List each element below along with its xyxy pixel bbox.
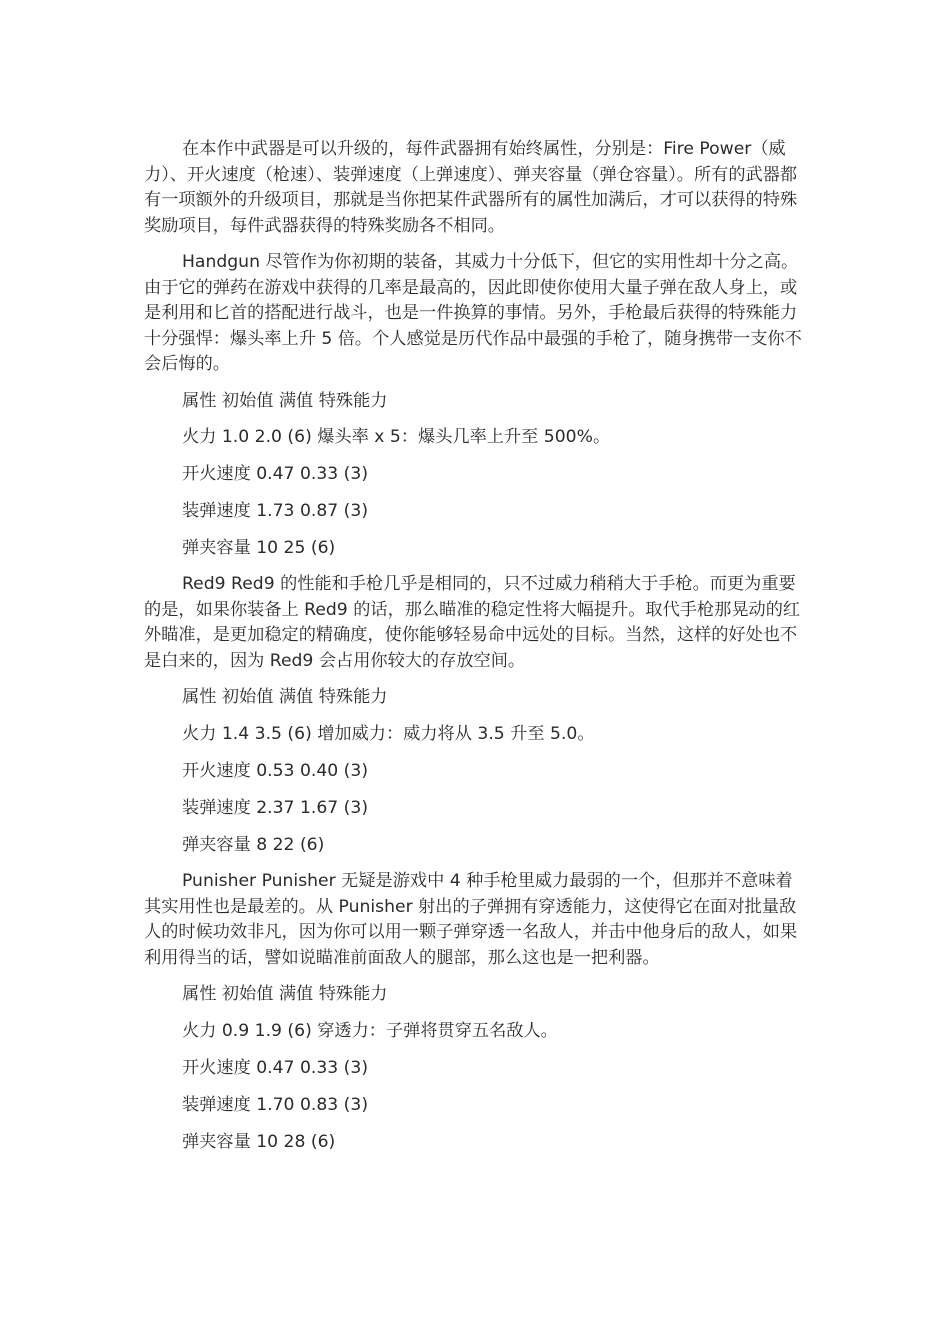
punisher-stat-capacity: 弹夹容量 10 28 (6) [182, 1131, 336, 1152]
handgun-stat-firing-speed: 开火速度 0.47 0.33 (3) [182, 464, 369, 485]
red9-stat-capacity: 弹夹容量 8 22 (6) [182, 834, 325, 855]
red9-stat-firepower: 火力 1.4 3.5 (6) 增加威力：威力将从 3.5 升至 5.0。 [182, 724, 595, 745]
document-body [144, 137, 808, 1166]
red9-table-header: 属性 初始值 满值 特殊能力 [182, 687, 388, 708]
punisher-table-header: 属性 初始值 满值 特殊能力 [182, 984, 388, 1005]
handgun-stat-reload-speed: 装弹速度 1.73 0.87 (3) [182, 500, 369, 521]
punisher-stat-firing-speed: 开火速度 0.47 0.33 (3) [182, 1058, 369, 1079]
red9-stat-firing-speed: 开火速度 0.53 0.40 (3) [182, 761, 369, 782]
handgun-description: Handgun 尽管作为你初期的装备，其威力十分低下，但它的实用性却十分之高。由于它的弹药在游戏中获得的几率是最高的，因此即使你使用大量子弹在敌人身上，或是利用和匕首的搭配进行战斗，也是一件换算的事情。另外，手枪最后获得的特殊能力十分强悍：爆头率上升 5 倍。个人感觉是历代作品中最强的手枪了，随身携带一支你不会后悔的。 [144, 252, 802, 374]
red9-stat-reload-speed: 装弹速度 2.37 1.67 (3) [182, 797, 369, 818]
handgun-stat-firepower: 火力 1.0 2.0 (6) 爆头率 x 5：爆头几率上升至 500%。 [182, 427, 611, 448]
punisher-description: Punisher Punisher 无疑是游戏中 4 种手枪里威力最弱的一个，但那并不意味着其实用性也是最差的。从 Punisher 射出的子弹拥有穿透能力，这使得它在面对批量敌人的时候功效非凡，因为你可以用一颗子弹穿透一名敌人，并击中他身后的敌人，如果利用得当的话，譬如说瞄准前面敌人的腿部，那么这也是一把利器。 [144, 871, 798, 968]
handgun-table-header: 属性 初始值 满值 特殊能力 [182, 390, 388, 411]
punisher-stat-firepower: 火力 0.9 1.9 (6) 穿透力：子弹将贯穿五名敌人。 [182, 1021, 558, 1042]
punisher-stat-reload-speed: 装弹速度 1.70 0.83 (3) [182, 1094, 369, 1115]
intro-paragraph: 在本作中武器是可以升级的，每件武器拥有始终属性，分别是：Fire Power（威力）、开火速度（枪速）、装弹速度（上弹速度）、弹夹容量（弹仓容量）。所有的武器都有一项额外的升级项目，那就是当你把某件武器所有的属性加满后，才可以获得的特殊奖励项目，每件武器获得的特殊奖励各不相同。 [144, 139, 798, 236]
handgun-stat-capacity: 弹夹容量 10 25 (6) [182, 537, 336, 558]
red9-description: Red9 Red9 的性能和手枪几乎是相同的，只不过威力稍稍大于手枪。而更为重要的是，如果你装备上 Red9 的话，那么瞄准的稳定性将大幅提升。取代手枪那晃动的红外瞄准，是更加稳定的精确度，使你能够轻易命中远处的目标。当然，这样的好处也不是白来的，因为 Red9 会占用你较大的存放空间。 [144, 574, 801, 671]
